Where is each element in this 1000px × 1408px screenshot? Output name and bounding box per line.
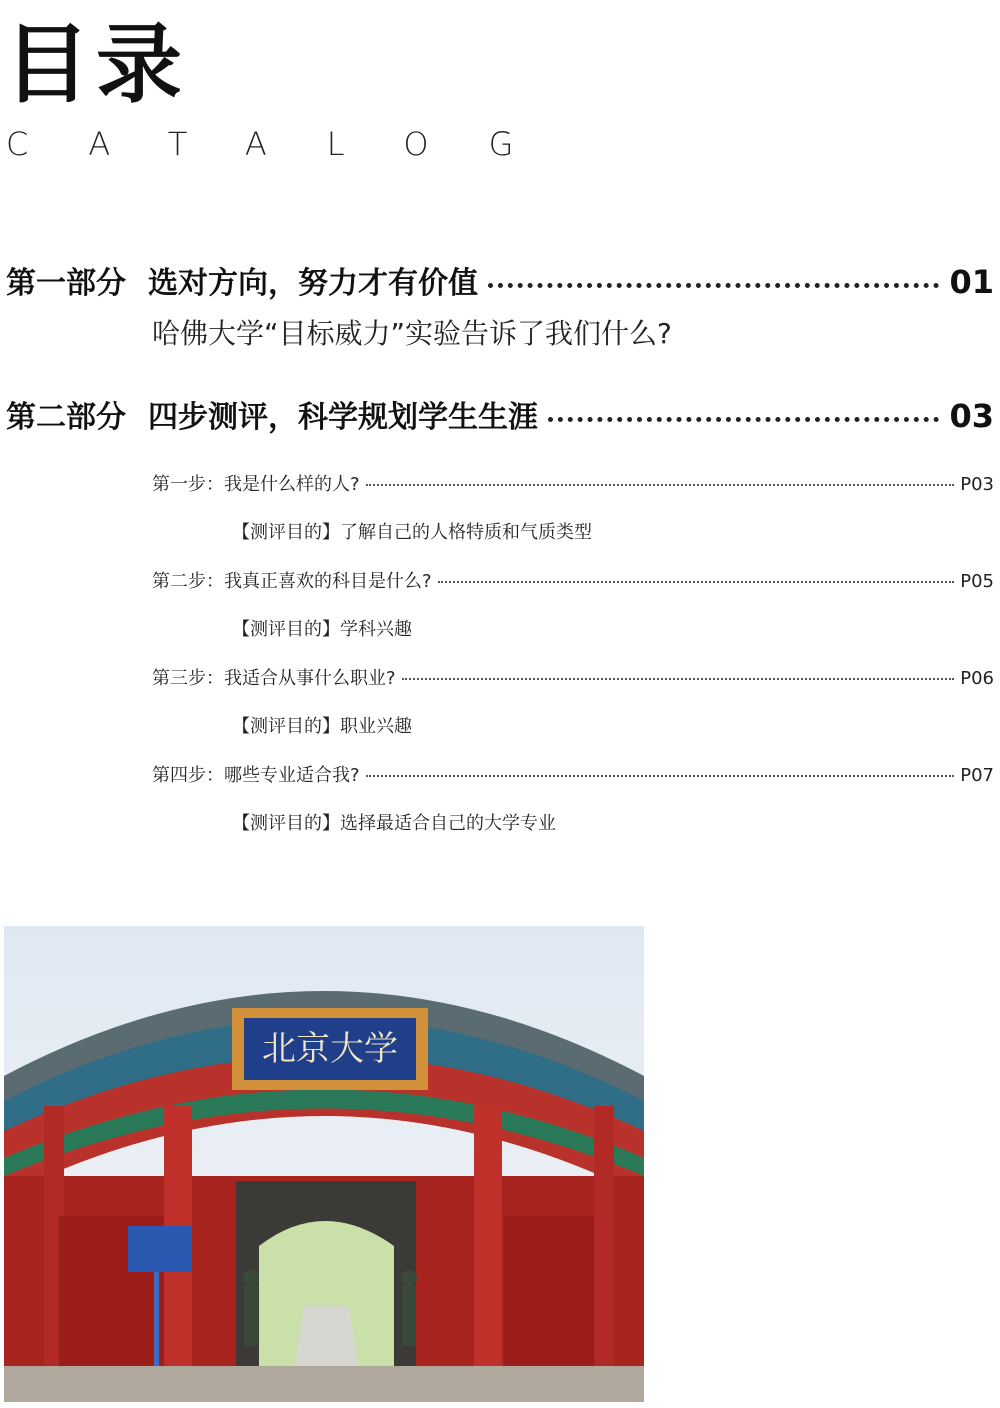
dot-leader — [366, 484, 955, 486]
step-label: 第一步：我是什么样的人? — [152, 474, 360, 495]
toc-step-1[interactable] — [152, 470, 994, 496]
step-purpose: 【测评目的】选择最适合自己的大学专业 — [232, 813, 556, 834]
dot-leader — [548, 417, 939, 422]
toc-step-2[interactable] — [152, 567, 994, 593]
step-purpose: 【测评目的】职业兴趣 — [232, 716, 412, 737]
university-gate-photo — [4, 926, 644, 1402]
toc-step-3[interactable] — [152, 664, 994, 690]
step-page-number: P03 — [960, 474, 994, 495]
part-page-number: 01 — [949, 263, 994, 301]
toc-part-2[interactable] — [6, 392, 994, 436]
step-page-number: P05 — [960, 571, 994, 592]
page-subtitle: CATALOG — [6, 125, 574, 163]
step-page-number: P07 — [960, 765, 994, 786]
gate-illustration — [4, 926, 644, 1402]
toc-step-4[interactable] — [152, 761, 994, 787]
part-label: 第二部分 — [6, 400, 126, 435]
dot-leader — [488, 283, 939, 288]
step-label: 第四步：哪些专业适合我? — [152, 765, 360, 786]
part-title: 四步测评，科学规划学生生涯 — [148, 400, 538, 435]
step-label: 第三步：我适合从事什么职业? — [152, 668, 396, 689]
part-title: 选对方向，努力才有价值 — [148, 266, 478, 301]
part-page-number: 03 — [949, 397, 994, 435]
step-purpose: 【测评目的】了解自己的人格特质和气质类型 — [232, 522, 592, 543]
step-label: 第二步：我真正喜欢的科目是什么? — [152, 571, 432, 592]
part-subtitle: 哈佛大学“目标威力”实验告诉了我们什么? — [152, 317, 672, 350]
step-page-number: P06 — [960, 668, 994, 689]
page-title: 目录 — [4, 15, 188, 115]
toc-part-1[interactable] — [6, 258, 994, 302]
step-purpose: 【测评目的】学科兴趣 — [232, 619, 412, 640]
dot-leader — [402, 678, 955, 680]
part-label: 第一部分 — [6, 266, 126, 301]
dot-leader — [438, 581, 955, 583]
dot-leader — [366, 775, 955, 777]
gate-sign-text: 北京大学 — [262, 1029, 398, 1069]
